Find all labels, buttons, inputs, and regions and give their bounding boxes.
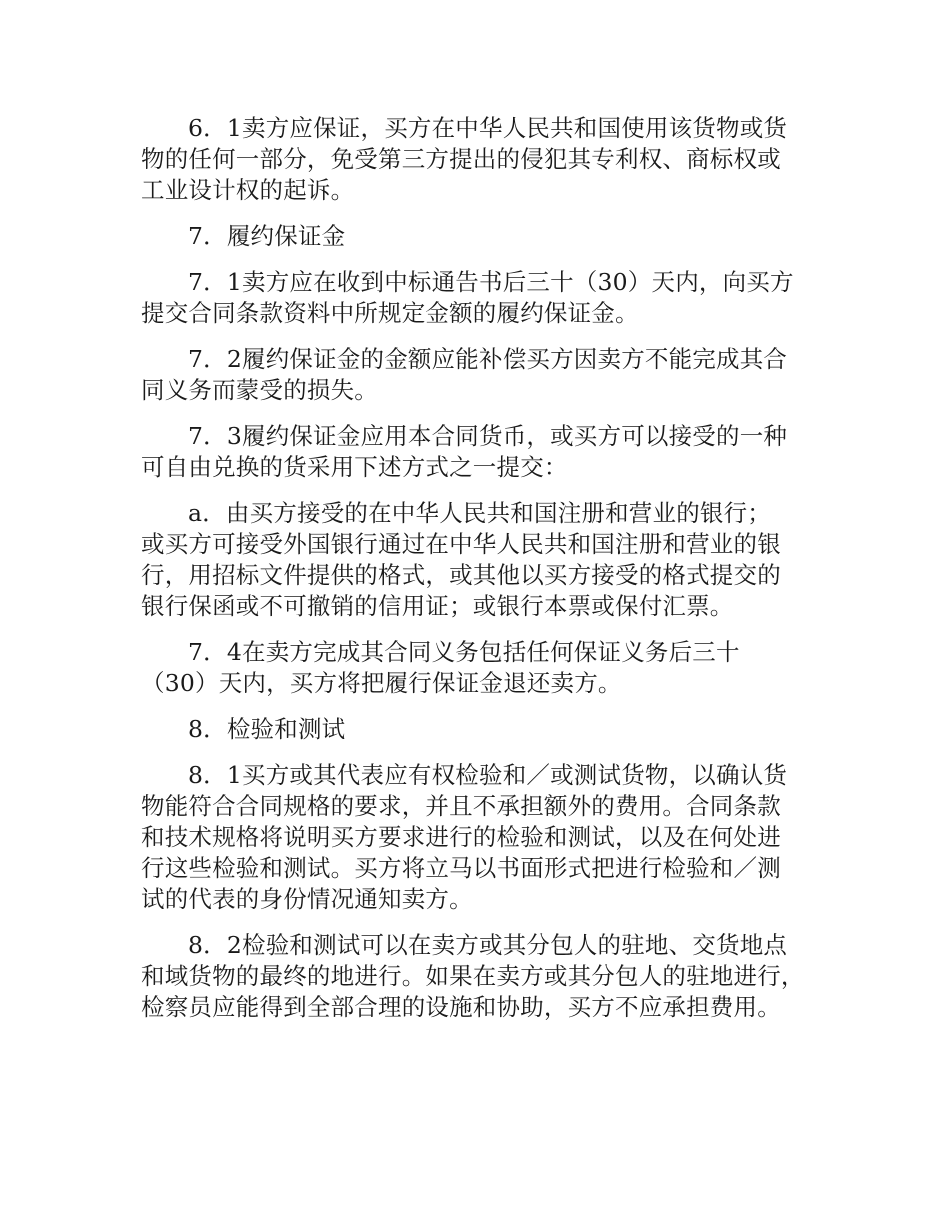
clause-line: 行，用招标文件提供的格式，或其他以买方接受的格式提交的: [141, 561, 781, 589]
clause-line: 7．1卖方应在收到中标通告书后三十（30）天内，向买方: [188, 268, 794, 296]
clause-line: 或买方可接受外国银行通过在中华人民共和国注册和营业的银: [141, 530, 781, 558]
clause-line: 银行保函或不可撤销的信用证；或银行本票或保付汇票。: [141, 592, 734, 620]
clause-line: 工业设计权的起诉。: [141, 176, 355, 204]
clause-line: （30）天内，买方将把履行保证金退还卖方。: [141, 669, 622, 697]
section-heading-7: [141, 221, 821, 252]
clause-7-4: [141, 637, 821, 699]
clause-7-3: [141, 421, 821, 483]
clause-line: 和域货物的最终的地进行。如果在卖方或其分包人的驻地进行，: [141, 962, 805, 990]
clause-line: 6．1卖方应保证，买方在中华人民共和国使用该货物或货: [188, 114, 788, 142]
section-heading-text: 7．履约保证金: [188, 222, 346, 250]
clause-line: 和技术规格将说明买方要求进行的检验和测试，以及在何处进: [141, 823, 781, 851]
clause-6-1: [141, 113, 821, 206]
section-heading-text: 8．检验和测试: [188, 715, 346, 743]
clause-line: 8．1买方或其代表应有权检验和／或测试货物，以确认货: [188, 761, 788, 789]
clause-8-1: [141, 760, 821, 915]
clause-line: 检察员应能得到全部合理的设施和协助，买方不应承担费用。: [141, 993, 781, 1021]
clause-line: 7．2履约保证金的金额应能补偿买方因卖方不能完成其合: [188, 345, 788, 373]
clause-line: 可自由兑换的货采用下述方式之一提交：: [141, 453, 568, 481]
clause-line: 物的任何一部分，免受第三方提出的侵犯其专利权、商标权或: [141, 145, 781, 173]
clause-line: 试的代表的身份情况通知卖方。: [141, 885, 473, 913]
clause-7-3-a: [141, 498, 821, 622]
clause-7-1: [141, 267, 821, 329]
clause-line: 提交合同条款资料中所规定金额的履约保证金。: [141, 299, 639, 327]
clause-line: 8．2检验和测试可以在卖方或其分包人的驻地、交货地点: [188, 931, 788, 959]
clause-line: 物能符合合同规格的要求，并且不承担额外的费用。合同条款: [141, 792, 781, 820]
clause-line: 行这些检验和测试。买方将立马以书面形式把进行检验和／测: [141, 854, 781, 882]
section-heading-8: [141, 714, 821, 745]
clause-line: 7．3履约保证金应用本合同货币，或买方可以接受的一种: [188, 422, 788, 450]
clause-line: a．由买方接受的在中华人民共和国注册和营业的银行；: [188, 499, 772, 527]
clause-7-2: [141, 344, 821, 406]
clause-line: 同义务而蒙受的损失。: [141, 376, 378, 404]
document-body: [141, 113, 821, 1038]
clause-8-2: [141, 930, 821, 1023]
clause-line: 7．4在卖方完成其合同义务包括任何保证义务后三十: [188, 638, 740, 666]
